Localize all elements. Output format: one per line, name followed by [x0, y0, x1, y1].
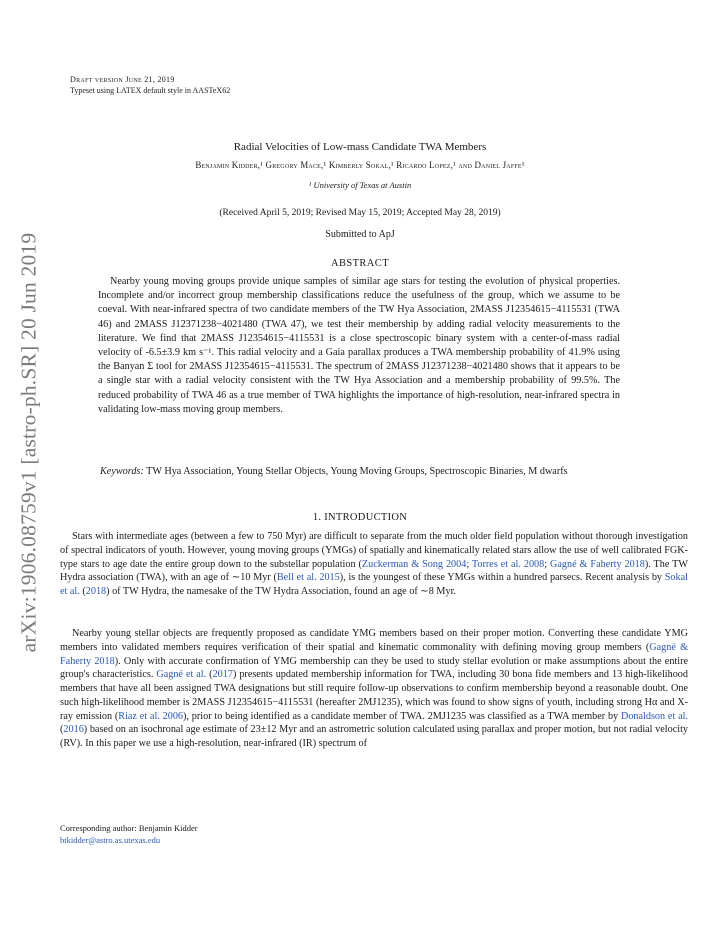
intro-paragraph-2 [60, 627, 688, 751]
text-run: ). The TW Hydra association (TWA), with an age of ∼10 Myr ( [60, 558, 688, 584]
keywords-list: TW Hya Association, Young Stellar Objects, Young Moving Groups, Spectroscopic Binaries, M dwarfs [146, 466, 568, 477]
text-run: ; [466, 558, 472, 570]
citation-link[interactable]: Gagné & Faherty 2018 [550, 558, 645, 570]
draft-version: Draft version June 21, 2019 [70, 75, 175, 84]
text-run: ( [60, 724, 64, 736]
text-run: ), is the youngest of these YMGs within a hundred parsecs. Recent analysis by [339, 572, 665, 584]
intro-paragraph-1 [60, 530, 688, 599]
text-run: ), prior to being identified as a candidate member of TWA. 2MJ1235 was classified as a TWA member by [183, 710, 621, 722]
citation-link[interactable]: 2017 [212, 669, 233, 681]
citation-link[interactable]: Donaldson et al. [620, 710, 689, 722]
text-run: ) of TW Hydra, the namesake of the TW Hydra Association, found an age of ∼8 Myr. [106, 586, 456, 597]
section-heading: 1. INTRODUCTION [312, 512, 408, 523]
citation-link[interactable]: Torres et al. 2008 [471, 558, 545, 570]
citation-link[interactable]: Bell et al. 2015 [276, 572, 340, 584]
arxiv-sidebar [10, 232, 48, 652]
text-run: ). Only with accurate confirmation of YMG membership can they be used to study stellar evolution or make assumptions about the entire group's characteristics. [60, 655, 688, 681]
citation-link[interactable]: Sokal et al. [60, 572, 688, 597]
abstract-text: Nearby young moving groups provide unique samples of similar age stars for testing the evolution of physical properties. Incomplete and/or incorrect group membership classifications reduce the usefulness of the group, which we assume to be coeval. With near-infrared spectra of two candidate members of the TW Hya Association, 2MASS J12354615−4115531 (TWA 46) and 2MASS J12371238−4021480 (TWA 47), we test their membership by adding radial velocity measurements to the literature. We find that 2MASS J12354615−4115531 is a close spectroscopic binary system with a center-of-mass radial velocity of -6.5±3.9 km s⁻¹. This radial velocity and a Gaia parallax produces a TWA membership probability of 41.9% using the Banyan Σ tool for 2MASS J12354615−4115531. The spectrum of 2MASS J12371238−4021480 shows that it appears to be a single star with a radial velocity consistent with the TW Hya Association and a membership probability of 99.5%. The reduced probability of TWA 46 as a true member of TWA highlights the importance of high-resolution, near-infrared spectra in validating low-mass moving group members. [98, 276, 620, 415]
citation-link[interactable]: Riaz et al. 2006 [118, 710, 184, 722]
citation-link[interactable]: 2016 [63, 724, 84, 736]
text-run: ) based on an isochronal age estimate of 23±12 Myr and an astrometric solution calculated using parallax and proper motion, but not radial velocity (RV). In this paper we use a high-resolution, near-infrared (IR) spectrum of [60, 724, 688, 749]
author-list: Benjamin Kidder,¹ Gregory Mace,¹ Kimberly Sokal,¹ Ricardo Lopez,¹ and Daniel Jaffe¹ [195, 160, 525, 170]
keywords [100, 465, 622, 479]
text-run: ( [79, 586, 86, 597]
affiliation: ¹ University of Texas at Austin [308, 180, 412, 190]
draft-header [70, 74, 230, 96]
footnote-block [60, 822, 198, 846]
author-email-link[interactable]: btkidder@astro.as.utexas.edu [60, 835, 161, 845]
text-run: Stars with intermediate ages (between a few to 750 Myr) are difficult to separate from the much older field population without thorough investigation of spectral indicators of youth. However, young moving groups (YMGs) of spatially and kinematically related stars allow the use of well calibrated FGK-type stars to age date the entire group down to the substellar population ( [60, 531, 688, 570]
submitted-to: Submitted to ApJ [325, 229, 395, 240]
citation-link[interactable]: Zuckerman & Song 2004 [361, 558, 467, 570]
citation-link[interactable]: Gagné et al. [156, 669, 207, 681]
text-run: ) presents updated membership information for TWA, including 30 bona fide members and 13 high-likelihood members that have all been assigned TWA designations but still require follow-up observations to confirm membership beyond a reasonable doubt. One such high-likelihood member is 2MASS J12354615−4115531 (hereafter 2MJ1235), which was found to show signs of youth, including strong Hα and X-ray emission ( [60, 669, 688, 722]
paper-title: Radial Velocities of Low-mass Candidate TWA Members [233, 141, 487, 153]
keywords-label: Keywords: [100, 466, 144, 477]
text-run: Nearby young stellar objects are frequently proposed as candidate YMG members based on their proper motion. Converting these candidate YMG members into validated members requires verification of their spatial and kinematic commonality with defining moving group members ( [60, 628, 688, 653]
abstract-heading: ABSTRACT [330, 258, 390, 269]
text-run: ( [206, 669, 213, 681]
corresponding-author: Corresponding author: Benjamin Kidder [60, 823, 198, 833]
typeset-note: Typeset using LATEX default style in AASTeX62 [70, 86, 231, 95]
received-dates: (Received April 5, 2019; Revised May 15, 2019; Accepted May 28, 2019) [219, 208, 501, 218]
arxiv-identifier: arXiv:1906.08759v1 [astro-ph.SR] 20 Jun 2019 [16, 232, 41, 652]
text-run: ; [544, 558, 551, 570]
citation-link[interactable]: 2018 [85, 586, 107, 597]
citation-link[interactable]: Gagné & Faherty 2018 [60, 641, 689, 667]
